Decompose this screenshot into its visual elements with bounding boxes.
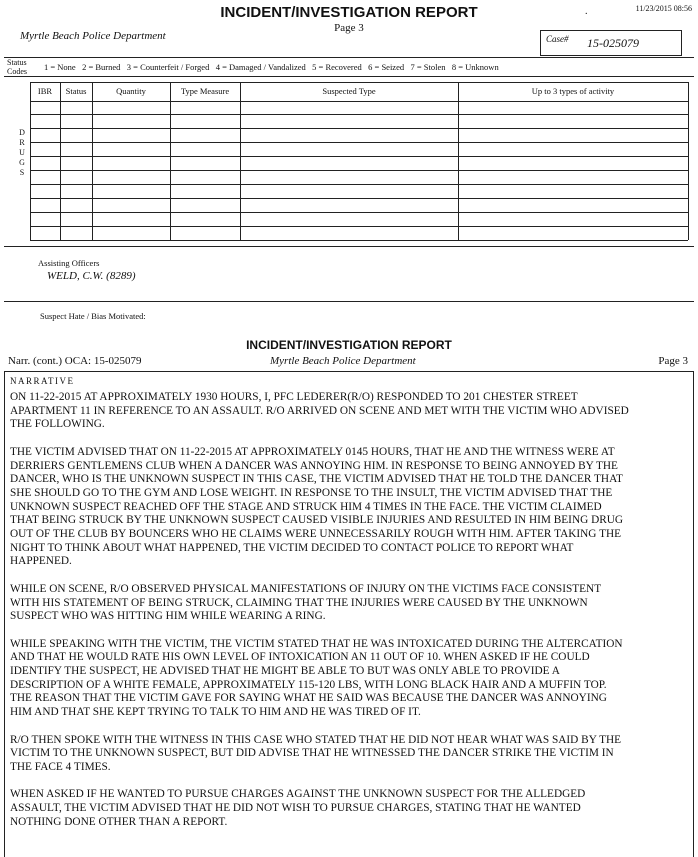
page-number: Page 3 [334,22,364,34]
col-type-measure: Type Measure [180,86,230,96]
narrative-paragraph: WHILE SPEAKING WITH THE VICTIM, THE VICTIM STATED THAT HE WAS INTOXICATED DURING THE ALTERCATION AND THAT HE WOULD RATE HIS OWN LEVEL OF INTOXICATION AN 11 OUT OF 10. WHEN ASKED IF HE COULD IDENTIFY THE SUSPECT, HE ADVISED THAT HE MIGHT BE ABLE TO BUT WAS ONLY ABLE TO PROVIDE A DESCRIPTION OF A WHITE FEMALE, APPROXIMATELY 115-120 LBS, WITH LONG BLACK HAIR AND A MUFFIN TOP. THE REASON THAT THE VICTIM GAVE FOR SAYING WHAT HE SAID WAS BECAUSE THE DANCER WAS ANNOYING HIM AND THAT SHE KEPT TRYING TO TALK TO HIM AND HE WAS TIRED OF IT. [10,637,623,719]
drugs-letter: D [19,128,25,137]
drugs-letter: S [19,168,25,177]
narrative-paragraph: R/O THEN SPOKE WITH THE WITNESS IN THIS CASE WHO STATED THAT HE DID NOT HEAR WHAT WAS SAID BY THE VICTIM TO THE UNKNOWN SUSPECT, BUT DID ADVISE THAT HE WITNESSED THE DANCER STRIKE THE VICTIM IN THE FACE 4 TIMES. [10,733,622,773]
drugs-letter: R [19,138,25,147]
stray-mark: . [585,6,588,17]
drugs-letter: U [19,148,25,157]
status-codes-legend: 1 = None 2 = Burned 3 = Counterfeit / Forged 4 = Damaged / Vandalized 5 = Recovered 6 = Seized 7 = Stolen 8 = Unknown [44,62,499,72]
narrative-body [10,391,692,843]
col-activity: Up to 3 types of activity [531,86,615,96]
col-suspected-type: Suspected Type [322,86,376,96]
divider [4,76,694,77]
hate-bias-label: Suspect Hate / Bias Motivated: [40,311,146,321]
divider [4,246,694,247]
narrative-heading: NARRATIVE [10,376,75,386]
department-name: Myrtle Beach Police Department [20,30,166,42]
narrative-paragraph: THE VICTIM ADVISED THAT ON 11-22-2015 AT APPROXIMATELY 0145 HOURS, THAT HE AND THE WITNESS WERE AT DERRIERS GENTLEMENS CLUB WHEN A DANCER WAS ANNOYING HIM. IN RESPONSE TO BEING ANNOYED BY THE DANCER, WHO IS THE UNKNOWN SUSPECT IN THIS CASE, THE VICTIM ADVISED THAT HE TOLD THE DANCER THAT SHE SHOULD GO TO THE GYM AND LOSE WEIGHT. IN RESPONSE TO THE INSULT, THE VICTIM ADVISED THAT THE UNKNOWN SUSPECT REACHED OFF THE STAGE AND STRUCK HIM 4 TIMES IN THE FACE. THE VICTIM CLAIMED THAT BEING STRUCK BY THE UNKNOWN SUSPECT CAUSED VISIBLE INJURIES AND RESULTED IN HIM BEING DRUG OUT OF THE CLUB BY BOUNCERS WHO HE CLAIMS WERE UNNECESSARILY ROUGH WITH HIM. AFTER TAKING THE NIGHT TO THINK ABOUT WHAT HAPPENED, THE VICTIM DECIDED TO CONTACT POLICE TO REPORT WHAT HAPPENED. [10,445,624,568]
divider [4,301,694,302]
narrative-paragraph: WHEN ASKED IF HE WANTED TO PURSUE CHARGES AGAINST THE UNKNOWN SUSPECT FOR THE ALLEDGED ASSAULT, THE VICTIM ADVISED THAT HE DID NOT WISH TO PURSUE CHARGES, STATING THAT HE WANTED NOTHING DONE OTHER THAN A REPORT. [10,788,586,828]
narrative-page-number: Page 3 [658,355,688,367]
case-number-box [540,30,682,56]
case-number: 15-025079 [587,36,639,50]
narrative-paragraph: ON 11-22-2015 AT APPROXIMATELY 1930 HOURS, I, PFC LEDERER(R/O) RESPONDED TO 201 CHESTER STREET APARTMENT 11 IN REFERENCE TO AN ASSAULT. R/O ARRIVED ON SCENE AND MET WITH THE VICTIM WHO ADVISED THE FOLLOWING. [10,391,629,431]
report-title: INCIDENT/INVESTIGATION REPORT [220,4,478,21]
col-status: Status [65,86,87,96]
status-codes-label: Status Codes [7,58,27,76]
col-ibr: IBR [37,86,53,96]
narr-oca-label: Narr. (cont.) OCA: 15-025079 [8,355,142,367]
narrative-department-name: Myrtle Beach Police Department [270,355,416,367]
narrative-report-title: INCIDENT/INVESTIGATION REPORT [246,338,452,352]
assisting-officers-label: Assisting Officers [38,258,100,268]
narrative-paragraph: WHILE ON SCENE, R/O OBSERVED PHYSICAL MANIFESTATIONS OF INJURY ON THE VICTIMS FACE CONSISTENT WITH HIS STATEMENT OF BEING STRUCK, CLAIMING THAT THE INJURIES WERE CAUSED BY THE UNKNOWN SUSPECT WHO WAS HITTING HIM WHILE WEARING A RING. [10,582,602,623]
drugs-letter: G [19,158,25,167]
col-quantity: Quantity [116,86,146,96]
divider [4,57,694,58]
case-label: Case# [546,34,569,44]
assisting-officer-name: WELD, C.W. (8289) [47,270,136,282]
print-timestamp: 11/23/2015 08:56 [635,4,692,13]
